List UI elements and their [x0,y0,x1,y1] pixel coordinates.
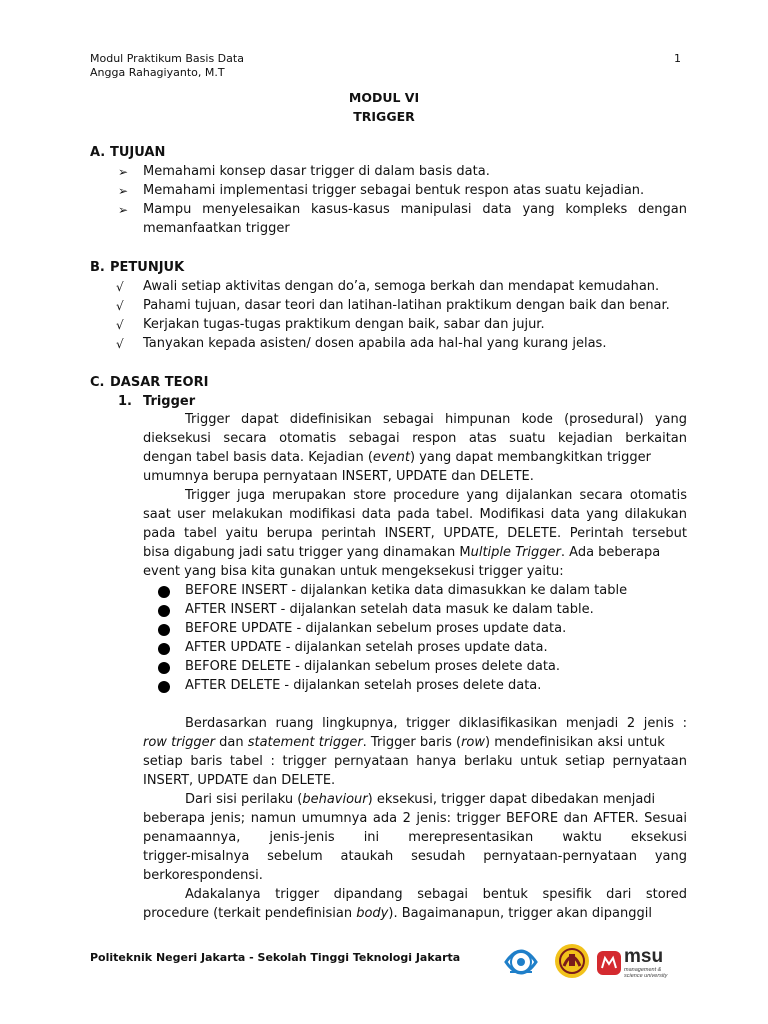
paragraph-line: Trigger dapat didefinisikan sebagai himpunan kode (prosedural) yang [185,412,687,427]
paragraph-line: umumnya berupa pernyataan INSERT, UPDATE dan DELETE. [143,469,534,484]
paragraph-line: pada tabel yaitu berupa perintah INSERT, UPDATE, DELETE. Perintah tersebut [143,526,687,541]
msu-logo-subtitle: management & science university [624,967,668,979]
section-a-letter: A. [90,145,106,160]
paragraph-line: row trigger dan statement trigger. Trigger baris (row) mendefinisikan aksi untuk [143,735,665,750]
msu-logo-text: msu [624,946,664,967]
paragraph-line: saat user melakukan modifikasi data pada tabel. Modifikasi data yang dilakukan [143,507,687,522]
arrow-icon: ➢ [118,184,129,198]
paragraph-line: beberapa jenis; namun umumnya ada 2 jenis: trigger BEFORE dan AFTER. Sesuai [143,811,687,826]
section-b-letter: B. [90,260,105,275]
event-item: AFTER UPDATE - dijalankan setelah proses update data. [185,640,548,655]
subsection-number: 1. [118,394,132,409]
paragraph-line: trigger-misalnya sebelum ataukah sesudah pernyataan-pernyataan yang [143,849,687,864]
bullet-icon [158,586,170,598]
paragraph-line: INSERT, UPDATE dan DELETE. [143,773,336,788]
paragraph-line: berkorespondensi. [143,868,263,883]
event-item: BEFORE DELETE - dijalankan sebelum proses delete data. [185,659,561,674]
paragraph-line: penamaannya, jenis-jenis ini merepresentasikan waktu eksekusi [143,830,687,845]
event-item: BEFORE UPDATE - dijalankan sebelum proses update data. [185,621,567,636]
check-icon: √ [116,337,124,351]
paragraph-line: dengan tabel basis data. Kejadian (event) yang dapat membangkitkan trigger [143,450,651,465]
arrow-icon: ➢ [118,203,129,217]
event-item: AFTER INSERT - dijalankan setelah data masuk ke dalam table. [185,602,594,617]
section-b-heading: PETUNJUK [110,260,185,275]
header-course: Modul Praktikum Basis Data [90,52,244,65]
list-item: Mampu menyelesaikan kasus-kasus manipulasi data yang kompleks dengan [143,202,687,217]
bullet-icon [158,605,170,617]
paragraph-line: Adakalanya trigger dipandang sebagai bentuk spesifik dari stored [185,887,687,902]
check-icon: √ [116,318,124,332]
page-number: 1 [674,52,681,65]
list-item: Tanyakan kepada asisten/ dosen apabila ada hal-hal yang kurang jelas. [143,336,607,351]
subsection-heading: Trigger [143,394,196,409]
list-item: Kerjakan tugas-tugas praktikum dengan baik, sabar dan jujur. [143,317,545,332]
msu-logo [596,946,676,980]
list-item: Awali setiap aktivitas dengan do’a, semoga berkah dan mendapat kemudahan. [143,279,660,294]
event-item: BEFORE INSERT - dijalankan ketika data dimasukkan ke dalam table [185,583,628,598]
paragraph-line: Berdasarkan ruang lingkupnya, trigger diklasifikasikan menjadi 2 jenis : [185,716,687,731]
header-author: Angga Rahagiyanto, M.T [90,66,225,79]
bullet-icon [158,681,170,693]
bullet-icon [158,662,170,674]
section-a-heading: TUJUAN [110,145,166,160]
bullet-icon [158,624,170,636]
list-item: Memahami konsep dasar trigger di dalam basis data. [143,164,490,179]
paragraph-line: event yang bisa kita gunakan untuk mengeksekusi trigger yaitu: [143,564,564,579]
bullet-icon [158,643,170,655]
footer-institution: Politeknik Negeri Jakarta - Sekolah Tinggi Teknologi Jakarta [90,951,461,964]
stt-logo [552,940,592,982]
paragraph-line: setiap baris tabel : trigger pernyataan hanya berlaku untuk setiap pernyataan [143,754,687,769]
paragraph-line: dieksekusi secara otomatis sebagai respon atas suatu kejadian berkaitan [143,431,687,446]
paragraph-line: Dari sisi perilaku (behaviour) eksekusi, trigger dapat dibedakan menjadi [185,792,656,807]
paragraph-line: bisa digabung jadi satu trigger yang dinamakan Multiple Trigger. Ada beberapa [143,545,661,560]
event-item: AFTER DELETE - dijalankan setelah proses delete data. [185,678,542,693]
arrow-icon: ➢ [118,165,129,179]
msu-emblem-icon [596,950,622,976]
check-icon: √ [116,280,124,294]
paragraph-line: procedure (terkait pendefinisian body). Bagaimanapun, trigger akan dipanggil [143,906,652,921]
module-topic: TRIGGER [353,109,415,124]
check-icon: √ [116,299,124,313]
list-item-continuation: memanfaatkan trigger [143,221,290,236]
paragraph-line: Trigger juga merupakan store procedure yang dijalankan secara otomatis [185,488,687,503]
pnj-logo [500,942,542,982]
section-c-letter: C. [90,375,105,390]
section-c-heading: DASAR TEORI [110,375,209,390]
list-item: Pahami tujuan, dasar teori dan latihan-latihan praktikum dengan baik dan benar. [143,298,670,313]
list-item: Memahami implementasi trigger sebagai bentuk respon atas suatu kejadian. [143,183,645,198]
module-title: MODUL VI [348,90,420,105]
